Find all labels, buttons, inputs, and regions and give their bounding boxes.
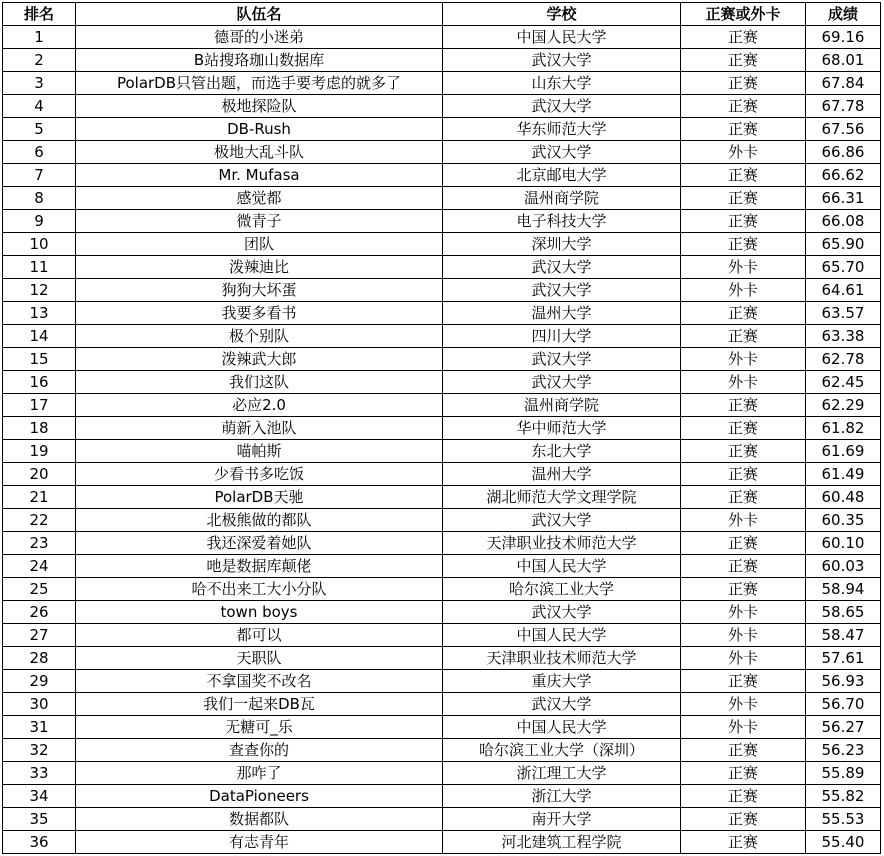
cell-entry-type: 正赛 — [681, 739, 806, 762]
cell-school: 武汉大学 — [443, 256, 681, 279]
table-row — [3, 601, 881, 624]
cell-school: 四川大学 — [443, 325, 681, 348]
table-row — [3, 785, 881, 808]
cell-team-name: 有志青年 — [76, 831, 443, 854]
cell-team-name: 德哥的小迷弟 — [76, 26, 443, 49]
cell-school: 华中师范大学 — [443, 417, 681, 440]
cell-entry-type: 外卡 — [681, 256, 806, 279]
table-row — [3, 141, 881, 164]
cell-school: 电子科技大学 — [443, 210, 681, 233]
cell-school: 华东师范大学 — [443, 118, 681, 141]
cell-rank: 6 — [3, 141, 76, 164]
cell-score: 62.45 — [806, 371, 881, 394]
cell-team-name: 感觉都 — [76, 187, 443, 210]
cell-entry-type: 正赛 — [681, 463, 806, 486]
cell-team-name: 都可以 — [76, 624, 443, 647]
cell-school: 温州大学 — [443, 463, 681, 486]
cell-entry-type: 正赛 — [681, 233, 806, 256]
table-row — [3, 509, 881, 532]
cell-score: 58.47 — [806, 624, 881, 647]
cell-entry-type: 正赛 — [681, 394, 806, 417]
cell-entry-type: 正赛 — [681, 210, 806, 233]
cell-rank: 29 — [3, 670, 76, 693]
cell-school: 山东大学 — [443, 72, 681, 95]
cell-team-name: 无糖可_乐 — [76, 716, 443, 739]
cell-score: 62.78 — [806, 348, 881, 371]
header-row — [3, 3, 881, 26]
cell-rank: 36 — [3, 831, 76, 854]
cell-team-name: DB-Rush — [76, 118, 443, 141]
cell-team-name: PolarDB只管出题，而选手要考虑的就多了 — [76, 72, 443, 95]
cell-rank: 30 — [3, 693, 76, 716]
cell-score: 61.82 — [806, 417, 881, 440]
cell-school: 中国人民大学 — [443, 624, 681, 647]
cell-school: 武汉大学 — [443, 371, 681, 394]
cell-team-name: 我们一起来DB瓦 — [76, 693, 443, 716]
cell-team-name: 必应2.0 — [76, 394, 443, 417]
cell-score: 64.61 — [806, 279, 881, 302]
cell-team-name: Mr. Mufasa — [76, 164, 443, 187]
cell-entry-type: 正赛 — [681, 164, 806, 187]
table-row — [3, 578, 881, 601]
cell-rank: 2 — [3, 49, 76, 72]
cell-entry-type: 正赛 — [681, 72, 806, 95]
cell-team-name: town boys — [76, 601, 443, 624]
table-row — [3, 762, 881, 785]
cell-rank: 16 — [3, 371, 76, 394]
cell-school: 武汉大学 — [443, 49, 681, 72]
cell-score: 58.65 — [806, 601, 881, 624]
cell-rank: 25 — [3, 578, 76, 601]
table-row — [3, 417, 881, 440]
cell-entry-type: 正赛 — [681, 831, 806, 854]
cell-score: 67.78 — [806, 95, 881, 118]
cell-team-name: 查查你的 — [76, 739, 443, 762]
cell-team-name: PolarDB天驰 — [76, 486, 443, 509]
table-row — [3, 164, 881, 187]
cell-school: 中国人民大学 — [443, 555, 681, 578]
table-row — [3, 302, 881, 325]
cell-school: 武汉大学 — [443, 509, 681, 532]
table-row — [3, 325, 881, 348]
cell-team-name: 数据都队 — [76, 808, 443, 831]
cell-entry-type: 正赛 — [681, 532, 806, 555]
cell-team-name: 不拿国奖不改名 — [76, 670, 443, 693]
cell-school: 武汉大学 — [443, 279, 681, 302]
cell-team-name: 微青子 — [76, 210, 443, 233]
cell-school: 南开大学 — [443, 808, 681, 831]
cell-rank: 17 — [3, 394, 76, 417]
cell-score: 66.31 — [806, 187, 881, 210]
cell-school: 中国人民大学 — [443, 26, 681, 49]
cell-score: 66.86 — [806, 141, 881, 164]
cell-score: 56.27 — [806, 716, 881, 739]
table-row — [3, 72, 881, 95]
table-row — [3, 716, 881, 739]
cell-school: 深圳大学 — [443, 233, 681, 256]
table-row — [3, 739, 881, 762]
cell-score: 60.10 — [806, 532, 881, 555]
cell-team-name: 我要多看书 — [76, 302, 443, 325]
table-row — [3, 256, 881, 279]
table-row — [3, 95, 881, 118]
cell-rank: 26 — [3, 601, 76, 624]
cell-rank: 21 — [3, 486, 76, 509]
cell-score: 63.38 — [806, 325, 881, 348]
cell-team-name: 我们这队 — [76, 371, 443, 394]
cell-team-name: DataPioneers — [76, 785, 443, 808]
cell-school: 中国人民大学 — [443, 716, 681, 739]
cell-team-name: 我还深爱着她队 — [76, 532, 443, 555]
cell-rank: 8 — [3, 187, 76, 210]
cell-entry-type: 正赛 — [681, 325, 806, 348]
cell-entry-type: 正赛 — [681, 762, 806, 785]
cell-entry-type: 正赛 — [681, 486, 806, 509]
table-row — [3, 463, 881, 486]
cell-school: 浙江大学 — [443, 785, 681, 808]
cell-team-name: 吔是数据库颠佬 — [76, 555, 443, 578]
cell-school: 武汉大学 — [443, 693, 681, 716]
cell-entry-type: 正赛 — [681, 555, 806, 578]
cell-school: 哈尔滨工业大学 — [443, 578, 681, 601]
table-row — [3, 693, 881, 716]
ranking-body — [3, 26, 881, 854]
cell-score: 67.84 — [806, 72, 881, 95]
cell-entry-type: 正赛 — [681, 118, 806, 141]
cell-team-name: 极地探险队 — [76, 95, 443, 118]
table-row — [3, 555, 881, 578]
cell-rank: 23 — [3, 532, 76, 555]
cell-entry-type: 外卡 — [681, 716, 806, 739]
cell-score: 55.53 — [806, 808, 881, 831]
cell-entry-type: 外卡 — [681, 693, 806, 716]
cell-rank: 5 — [3, 118, 76, 141]
cell-school: 河北建筑工程学院 — [443, 831, 681, 854]
cell-score: 56.93 — [806, 670, 881, 693]
header-entry-type: 正赛或外卡 — [681, 3, 806, 26]
cell-score: 66.62 — [806, 164, 881, 187]
cell-score: 60.48 — [806, 486, 881, 509]
cell-score: 58.94 — [806, 578, 881, 601]
cell-entry-type: 正赛 — [681, 95, 806, 118]
table-row — [3, 624, 881, 647]
cell-team-name: 泼辣武大郎 — [76, 348, 443, 371]
cell-rank: 10 — [3, 233, 76, 256]
cell-rank: 13 — [3, 302, 76, 325]
cell-school: 武汉大学 — [443, 601, 681, 624]
table-row — [3, 808, 881, 831]
table-row — [3, 26, 881, 49]
table-row — [3, 348, 881, 371]
cell-score: 55.89 — [806, 762, 881, 785]
cell-score: 68.01 — [806, 49, 881, 72]
cell-rank: 19 — [3, 440, 76, 463]
cell-school: 东北大学 — [443, 440, 681, 463]
ranking-table — [2, 2, 881, 854]
cell-score: 65.70 — [806, 256, 881, 279]
cell-score: 55.40 — [806, 831, 881, 854]
table-row — [3, 532, 881, 555]
cell-entry-type: 正赛 — [681, 49, 806, 72]
cell-entry-type: 外卡 — [681, 624, 806, 647]
cell-entry-type: 正赛 — [681, 808, 806, 831]
cell-rank: 15 — [3, 348, 76, 371]
cell-school: 武汉大学 — [443, 141, 681, 164]
cell-rank: 1 — [3, 26, 76, 49]
cell-team-name: 狗狗大坏蛋 — [76, 279, 443, 302]
cell-entry-type: 正赛 — [681, 578, 806, 601]
cell-entry-type: 正赛 — [681, 670, 806, 693]
cell-rank: 7 — [3, 164, 76, 187]
cell-entry-type: 正赛 — [681, 302, 806, 325]
cell-rank: 34 — [3, 785, 76, 808]
cell-team-name: 极个别队 — [76, 325, 443, 348]
cell-team-name: 少看书多吃饭 — [76, 463, 443, 486]
table-row — [3, 486, 881, 509]
table-row — [3, 118, 881, 141]
cell-team-name: 北极熊做的都队 — [76, 509, 443, 532]
cell-rank: 12 — [3, 279, 76, 302]
cell-team-name: 那咋了 — [76, 762, 443, 785]
cell-rank: 27 — [3, 624, 76, 647]
table-row — [3, 440, 881, 463]
table-row — [3, 670, 881, 693]
cell-score: 61.49 — [806, 463, 881, 486]
table-row — [3, 279, 881, 302]
cell-entry-type: 正赛 — [681, 187, 806, 210]
table-row — [3, 233, 881, 256]
cell-team-name: 萌新入池队 — [76, 417, 443, 440]
cell-school: 温州大学 — [443, 302, 681, 325]
cell-entry-type: 正赛 — [681, 26, 806, 49]
cell-score: 55.82 — [806, 785, 881, 808]
cell-rank: 20 — [3, 463, 76, 486]
table-row — [3, 394, 881, 417]
cell-score: 57.61 — [806, 647, 881, 670]
cell-school: 湖北师范大学文理学院 — [443, 486, 681, 509]
cell-rank: 22 — [3, 509, 76, 532]
cell-score: 66.08 — [806, 210, 881, 233]
cell-school: 重庆大学 — [443, 670, 681, 693]
cell-rank: 4 — [3, 95, 76, 118]
cell-school: 天津职业技术师范大学 — [443, 532, 681, 555]
header-rank: 排名 — [3, 3, 76, 26]
cell-entry-type: 外卡 — [681, 647, 806, 670]
header-team-name: 队伍名 — [76, 3, 443, 26]
cell-school: 武汉大学 — [443, 95, 681, 118]
cell-school: 武汉大学 — [443, 348, 681, 371]
cell-score: 56.70 — [806, 693, 881, 716]
cell-rank: 31 — [3, 716, 76, 739]
cell-rank: 33 — [3, 762, 76, 785]
cell-rank: 35 — [3, 808, 76, 831]
cell-team-name: 极地大乱斗队 — [76, 141, 443, 164]
cell-team-name: 喵帕斯 — [76, 440, 443, 463]
cell-rank: 18 — [3, 417, 76, 440]
cell-entry-type: 正赛 — [681, 785, 806, 808]
cell-school: 温州商学院 — [443, 394, 681, 417]
cell-school: 温州商学院 — [443, 187, 681, 210]
cell-team-name: 泼辣迪比 — [76, 256, 443, 279]
cell-team-name: B站搜珞珈山数据库 — [76, 49, 443, 72]
cell-score: 69.16 — [806, 26, 881, 49]
cell-rank: 3 — [3, 72, 76, 95]
cell-entry-type: 正赛 — [681, 440, 806, 463]
cell-entry-type: 外卡 — [681, 279, 806, 302]
cell-entry-type: 外卡 — [681, 141, 806, 164]
table-row — [3, 647, 881, 670]
cell-rank: 24 — [3, 555, 76, 578]
table-row — [3, 49, 881, 72]
cell-rank: 32 — [3, 739, 76, 762]
cell-rank: 11 — [3, 256, 76, 279]
cell-entry-type: 外卡 — [681, 371, 806, 394]
table-row — [3, 187, 881, 210]
table-row — [3, 210, 881, 233]
cell-rank: 9 — [3, 210, 76, 233]
header-school: 学校 — [443, 3, 681, 26]
cell-score: 60.35 — [806, 509, 881, 532]
cell-rank: 14 — [3, 325, 76, 348]
cell-team-name: 哈不出来工大小分队 — [76, 578, 443, 601]
cell-entry-type: 正赛 — [681, 417, 806, 440]
cell-school: 哈尔滨工业大学（深圳） — [443, 739, 681, 762]
cell-entry-type: 外卡 — [681, 601, 806, 624]
cell-entry-type: 外卡 — [681, 348, 806, 371]
cell-score: 62.29 — [806, 394, 881, 417]
cell-score: 63.57 — [806, 302, 881, 325]
cell-score: 65.90 — [806, 233, 881, 256]
cell-entry-type: 外卡 — [681, 509, 806, 532]
cell-school: 浙江理工大学 — [443, 762, 681, 785]
cell-score: 60.03 — [806, 555, 881, 578]
table-row — [3, 371, 881, 394]
cell-score: 61.69 — [806, 440, 881, 463]
cell-score: 67.56 — [806, 118, 881, 141]
cell-team-name: 团队 — [76, 233, 443, 256]
table-row — [3, 831, 881, 854]
header-score: 成绩 — [806, 3, 881, 26]
cell-school: 北京邮电大学 — [443, 164, 681, 187]
cell-team-name: 天职队 — [76, 647, 443, 670]
cell-score: 56.23 — [806, 739, 881, 762]
cell-rank: 28 — [3, 647, 76, 670]
cell-school: 天津职业技术师范大学 — [443, 647, 681, 670]
